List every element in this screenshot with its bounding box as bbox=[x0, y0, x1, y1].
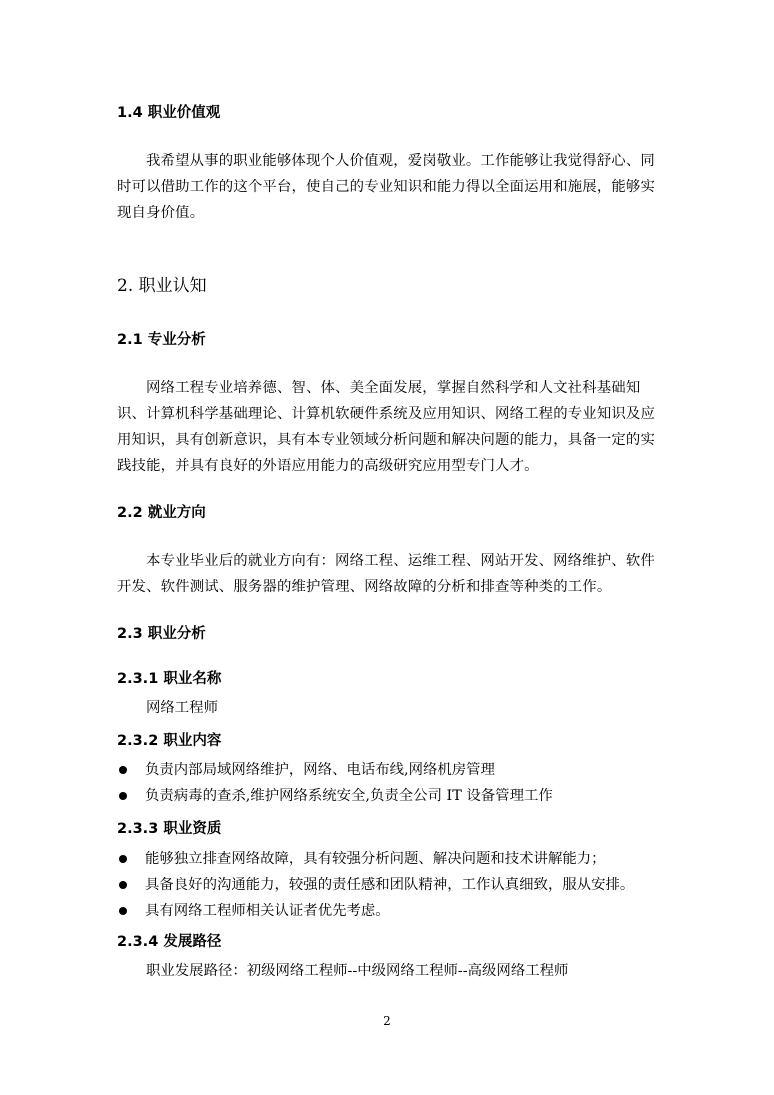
list-item: 具有网络工程师相关认证者优先考虑。 bbox=[117, 898, 677, 924]
list-item: 具备良好的沟通能力，较强的责任感和团队精神，工作认真细致，服从安排。 bbox=[117, 872, 677, 898]
bullet-icon bbox=[119, 766, 127, 774]
job-content-list bbox=[117, 757, 677, 809]
heading-1-4: 1.4 职业价值观 bbox=[117, 105, 221, 121]
heading-2-3-1: 2.3.1 职业名称 bbox=[117, 671, 222, 687]
heading-2: 2. 职业认知 bbox=[117, 276, 207, 296]
bullet-icon bbox=[119, 855, 127, 863]
bullet-icon bbox=[119, 792, 127, 800]
list-item: 负责内部局域网络维护，网络、电话布线,网络机房管理 bbox=[117, 757, 677, 783]
heading-2-1: 2.1 专业分析 bbox=[117, 332, 206, 348]
paragraph-career-values: 我希望从事的职业能够体现个人价值观，爱岗敬业。工作能够让我觉得舒心、同时可以借助工作的这个平台，使自己的专业知识和能力得以全面运用和施展，能够实现自身价值。 bbox=[117, 153, 656, 221]
paragraph-employment-direction: 本专业毕业后的就业方向有：网络工程、运维工程、网站开发、网络维护、软件开发、软件测试、服务器的维护管理、网络故障的分析和排查等种类的工作。 bbox=[117, 553, 655, 595]
bullet-icon bbox=[119, 907, 127, 915]
heading-2-3-3: 2.3.3 职业资质 bbox=[117, 821, 222, 837]
heading-2-3: 2.3 职业分析 bbox=[117, 626, 206, 642]
job-qualification-list bbox=[117, 846, 677, 924]
job-title-text: 网络工程师 bbox=[146, 700, 218, 716]
paragraph-major-analysis: 网络工程专业培养德、智、体、美全面发展，掌握自然科学和人文社科基础知识、计算机科学基础理论、计算机软硬件系统及应用知识、网络工程的专业知识及应用知识，具有创新意识，具有本专业领域分析问题和解决问题的能力，具备一定的实践技能，并具有良好的外语应用能力的高级研究应用型专门人才。 bbox=[117, 380, 656, 474]
heading-2-3-2: 2.3.2 职业内容 bbox=[117, 733, 222, 749]
heading-2-3-4: 2.3.4 发展路径 bbox=[117, 934, 222, 950]
page-number: 2 bbox=[383, 1014, 391, 1028]
bullet-icon bbox=[119, 881, 127, 889]
list-item: 能够独立排查网络故障，具有较强分析问题、解决问题和技术讲解能力； bbox=[117, 846, 677, 872]
development-path-text: 职业发展路径：初级网络工程师--中级网络工程师--高级网络工程师 bbox=[146, 963, 569, 979]
heading-2-2: 2.2 就业方向 bbox=[117, 505, 206, 521]
list-item: 负责病毒的查杀,维护网络系统安全,负责全公司 IT 设备管理工作 bbox=[117, 783, 677, 809]
